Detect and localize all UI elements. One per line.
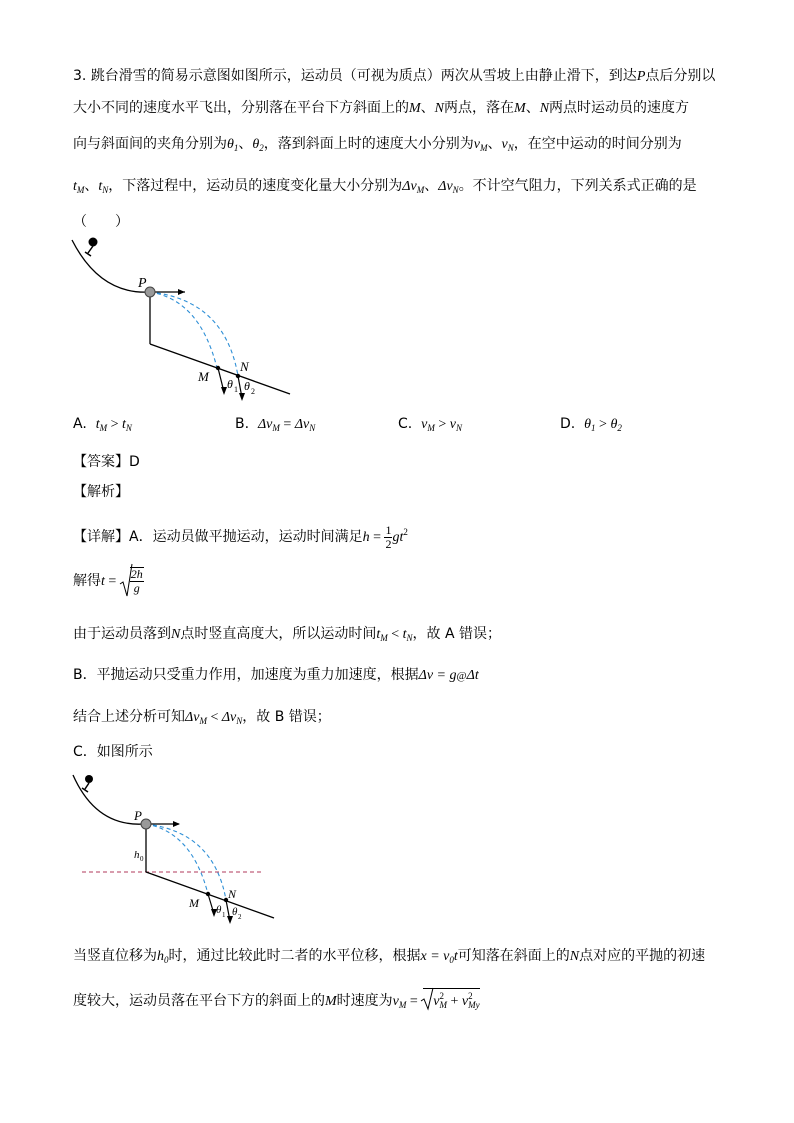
sqrt-expression: $\frac{2h}{g}$ (120, 566, 144, 596)
question-blank: （ ） (73, 214, 129, 230)
svg-text:M: M (189, 896, 199, 910)
svg-text:θ: θ (244, 379, 250, 393)
answer-label: 【答案】 (73, 454, 129, 470)
detail-a-line: 【详解】A．运动员做平抛运动，运动时间满足h = $\frac{1}{2}$ $gt^2$ (73, 522, 408, 551)
question-line-4: $t_M$、$t_N$，下落过程中，运动员的速度变化量大小分别为$\Delta v_M$、$\Delta v_N$。不计空气阻力，下列关系式正确的是 (73, 178, 697, 195)
svg-text:θ: θ (227, 377, 233, 391)
option-a[interactable]: A. $t_M > t_N$ (73, 416, 132, 433)
option-d[interactable]: D. $\theta_1 > \theta_2$ (560, 416, 622, 433)
analysis-label: 【解析】 (73, 484, 129, 500)
detail-b-line: B．平抛运动只受重力作用，加速度为重力加速度，根据Δv = g@Δt (73, 667, 479, 683)
option-c[interactable]: C. $v_M > v_N$ (398, 416, 462, 433)
question-line-1: 3. 跳台滑雪的简易示意图如图所示，运动员（可视为质点）两次从雪坡上由静止滑下，到达P点后分别以 (73, 68, 716, 84)
svg-text:θ: θ (216, 904, 222, 916)
detail-solve-line: 解得t = $\frac{2h}{g}$ (73, 566, 144, 597)
multiply-glyph: @ (456, 670, 467, 682)
conclusion-line-1: 当竖直位移为$h_0$时，通过比较此时二者的水平位移，根据$x = v_0t$可知落在斜面上的N点对应的平抛的初速 (73, 948, 706, 965)
skier-icon-2 (82, 775, 93, 792)
svg-text:0: 0 (140, 855, 144, 863)
svg-text:2: 2 (238, 913, 242, 921)
detail-b2-line: 结合上述分析可知$\Delta v_M < \Delta v_N$，故 B 错误； (73, 709, 331, 726)
detail-a2-line: 由于运动员落到N点时竖直高度大，所以运动时间$t_M < t_N$，故 A 错误； (73, 626, 502, 643)
fraction-half: $\frac{1}{2}$ (385, 522, 392, 551)
answer-value: D (129, 454, 140, 470)
label-P: P (138, 276, 147, 291)
sqrt-velocity: v 2 M + v 2 My (423, 988, 479, 1014)
svg-text:N: N (228, 887, 237, 901)
label-N: N (240, 359, 249, 374)
detail-c-line: C．如图所示 (73, 744, 153, 760)
option-b[interactable]: B. $\Delta v_M = \Delta v_N$ (235, 416, 316, 433)
svg-text:1: 1 (234, 385, 238, 394)
question-line-3: 向与斜面间的夹角分别为$\theta_1$、$\theta_2$，落到斜面上时的速度大小分别为$v_M$、$v_N$，在空中运动的时间分别为 (73, 136, 682, 153)
question-number: 3. (73, 68, 87, 84)
svg-text:P: P (134, 808, 142, 823)
svg-text:θ: θ (232, 906, 238, 918)
conclusion-line-2: 度较大，运动员落在平台下方的斜面上的M时速度为$v_M$ = v 2 M + v 2 My (73, 988, 480, 1017)
label-M: M (198, 369, 209, 384)
question-line-2: 大小不同的速度水平飞出，分别落在平台下方斜面上的M、N两点，落在M、N两点时运动员的速度方 (73, 100, 690, 116)
svg-text:1: 1 (222, 911, 226, 919)
svg-text:2: 2 (251, 387, 255, 396)
svg-text:h: h (134, 849, 140, 861)
